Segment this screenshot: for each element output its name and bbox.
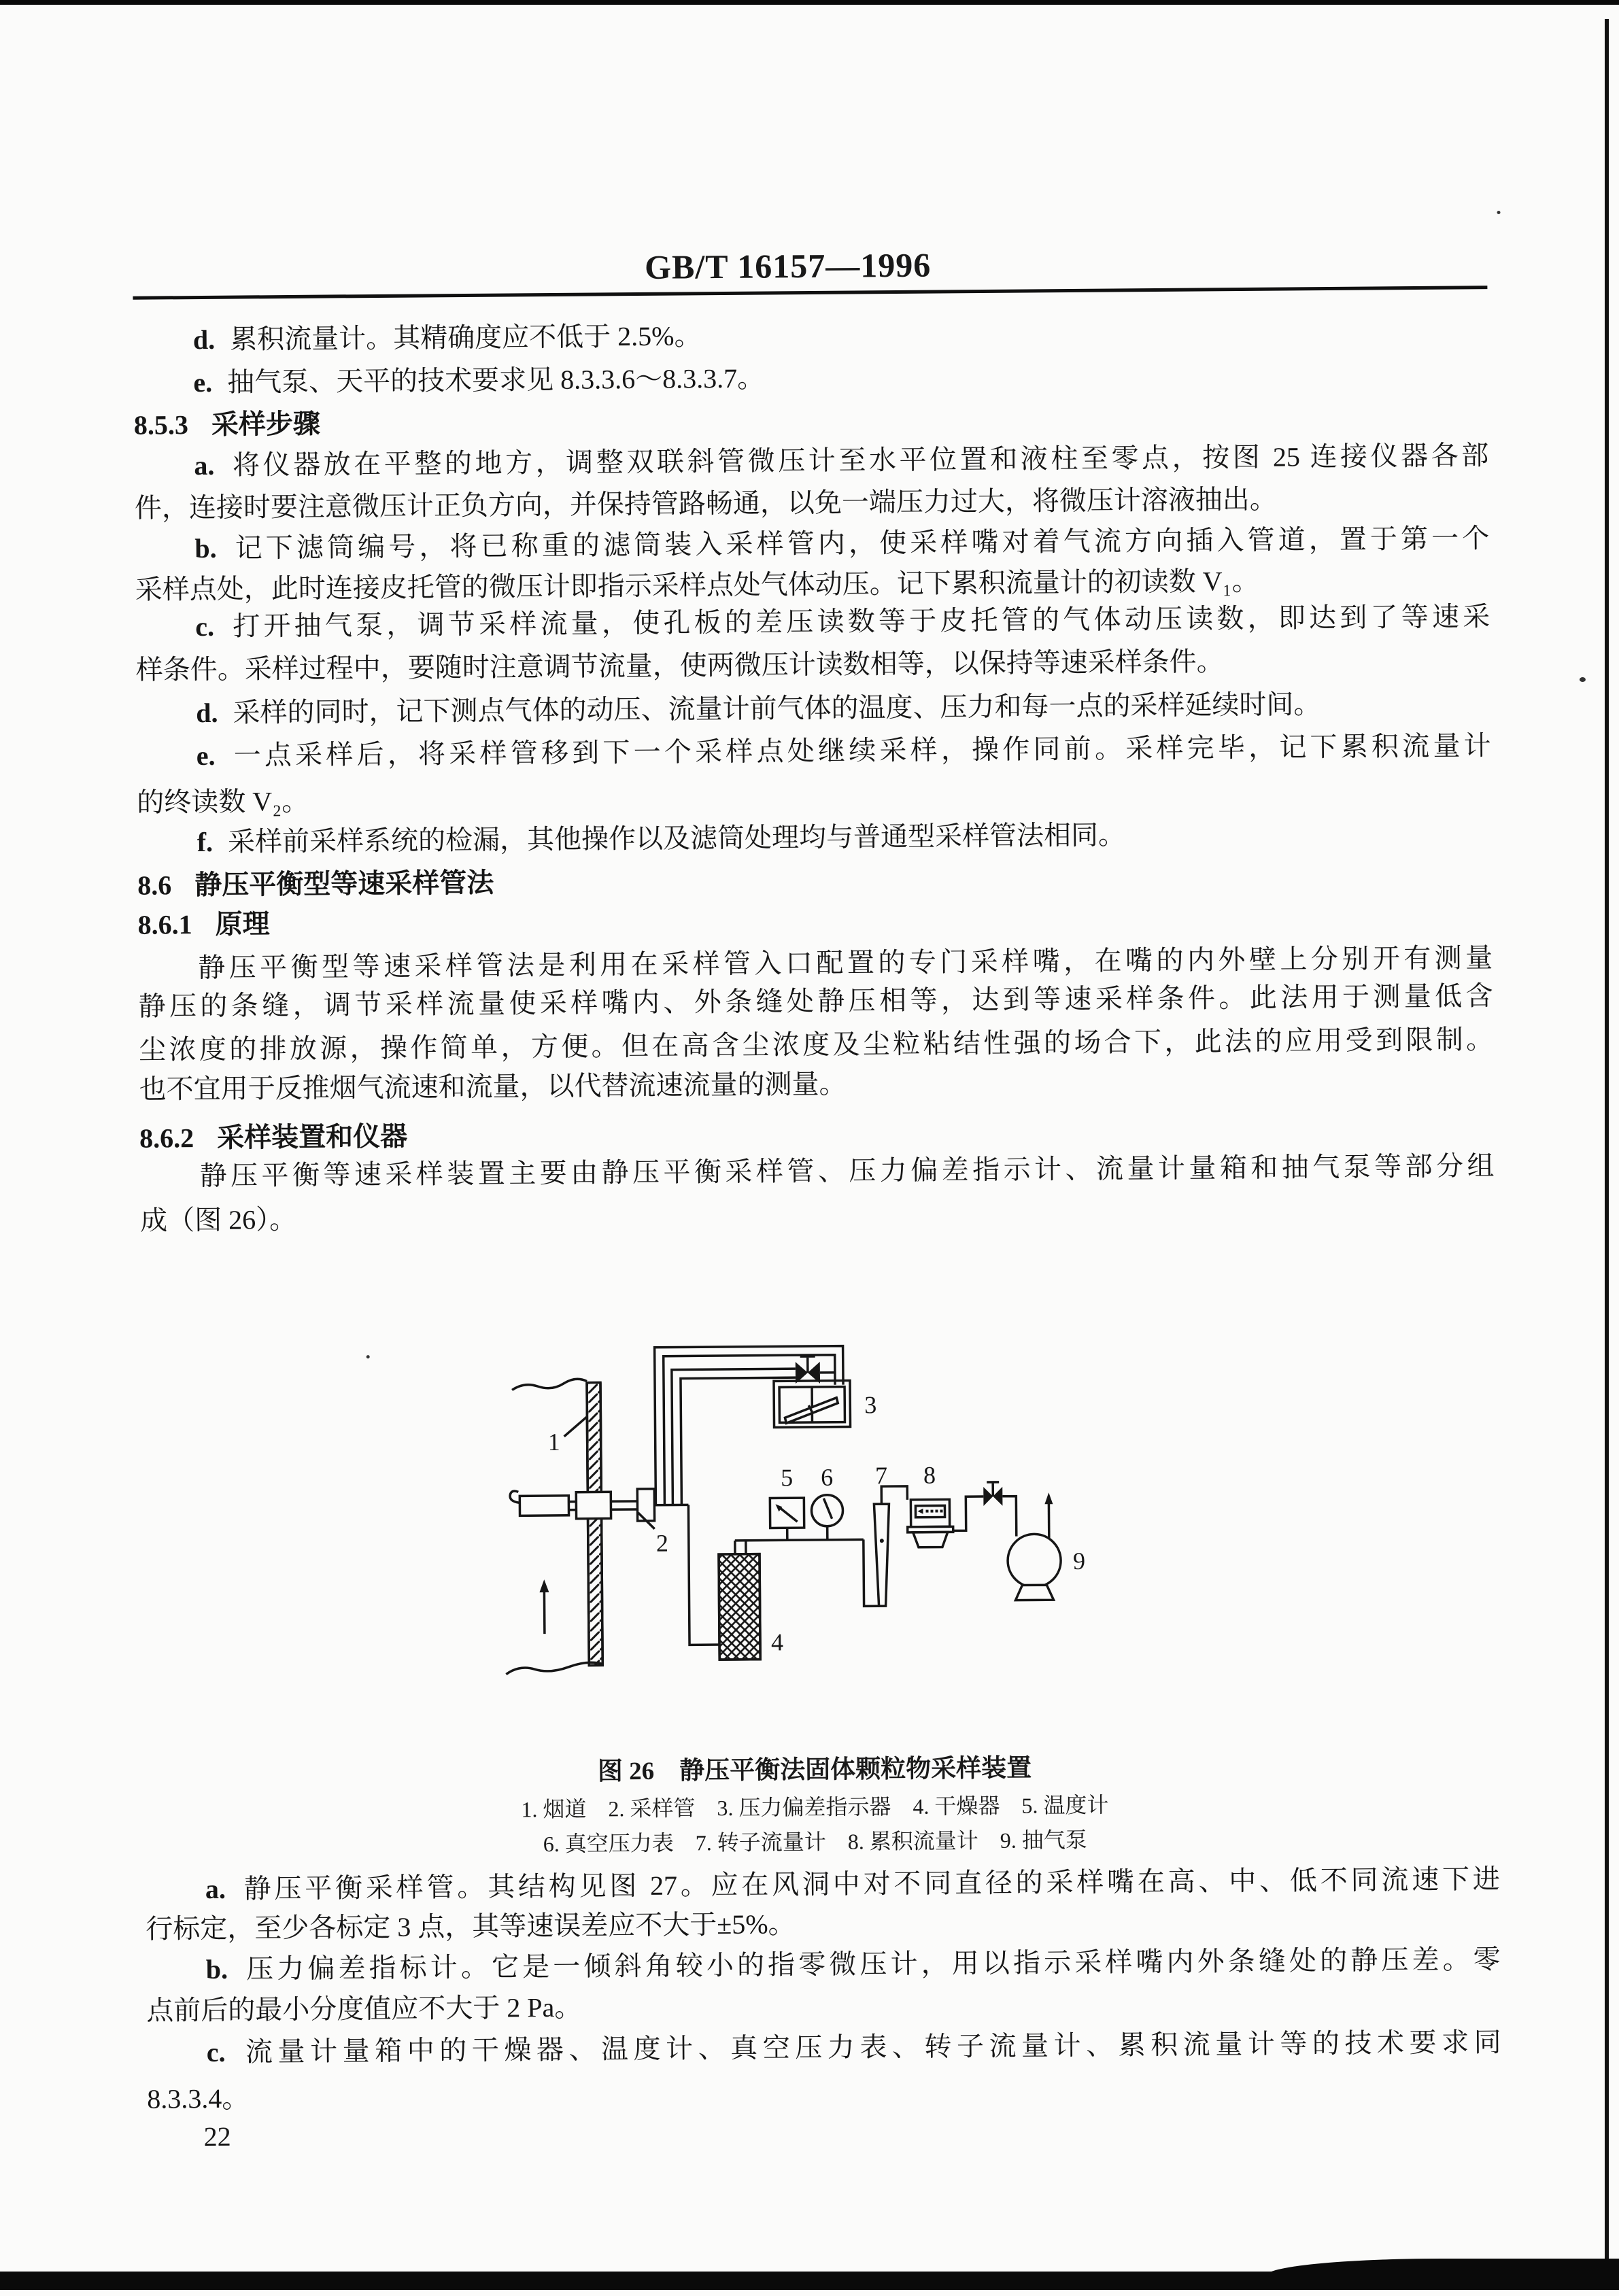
item-marker: b. bbox=[194, 532, 217, 564]
item-marker: f. bbox=[197, 826, 214, 858]
line-text: 打开抽气泵，调节采样流量，使孔板的差压读数等于皮托管的气体动压读数，即达到了等速采 bbox=[228, 601, 1490, 642]
sample-line bbox=[688, 1505, 719, 1645]
line-text: 静压平衡型等速采样管法是利用在采样管入口配置的专门采样嘴，在嘴的内外壁上分别开有测量 bbox=[198, 942, 1493, 984]
line-text: 的终读数 V₂。 bbox=[137, 785, 309, 818]
section-title: 原理 bbox=[215, 908, 270, 940]
scan-border-top bbox=[0, 0, 1619, 5]
part-label-7: 7 bbox=[874, 1462, 888, 1490]
line-text: 8.3.3.4。 bbox=[147, 2083, 250, 2114]
scan-speck bbox=[367, 1355, 370, 1358]
item-marker: d. bbox=[196, 697, 218, 729]
line-text: 样条件。采样过程中，要随时注意调节流量，使两微压计读数相等，以保持等速采样条件。 bbox=[135, 646, 1224, 685]
rotameter bbox=[874, 1486, 908, 1606]
line-text: 静压平衡采样管。其结构见图 27。应在风洞中对不同直径的采样嘴在高、中、低不同流速下进 bbox=[240, 1864, 1500, 1904]
line-text: 成（图 26）。 bbox=[139, 1203, 297, 1236]
line-text: 采样的同时，记下测点气体的动压、流量计前气体的温度、压力和每一点的采样延续时间。 bbox=[233, 689, 1321, 728]
scan-border-bottom bbox=[0, 2272, 1619, 2290]
scan-speck bbox=[1580, 677, 1586, 682]
line-text: 静压的条缝，调节采样流量使采样嘴内、外条缝处静压相等，达到等速采样条件。此法用于测量低含 bbox=[138, 980, 1493, 1022]
part-label-9: 9 bbox=[1072, 1547, 1086, 1575]
line-text: 也不宜用于反推烟气流速和流量，以代替流速流量的测量。 bbox=[139, 1068, 847, 1105]
item-marker: e. bbox=[193, 366, 213, 398]
item-marker: d. bbox=[192, 324, 216, 356]
line-text: 行标定，至少各标定 3 点，其等速误差应不大于±5%。 bbox=[146, 1908, 796, 1944]
needle-valve-icon bbox=[796, 1356, 820, 1384]
section-number: 8.6.1 bbox=[137, 909, 192, 940]
line-text: 累积流量计。其精确度应不低于 2.5%。 bbox=[230, 320, 702, 355]
line-text: 采样点处，此时连接皮托管的微压计即指示采样点处气体动压。记下累积流量计的初读数 V₁。 bbox=[135, 565, 1259, 605]
line-text: 将仪器放在平整的地方，调整双联斜管微压计至水平位置和液柱至零点，按图 25 连接仪器各部 bbox=[229, 440, 1489, 481]
page-number: 22 bbox=[203, 2121, 231, 2153]
text-line bbox=[147, 2068, 1501, 2121]
item-marker: a. bbox=[194, 449, 215, 481]
line-text: 尘浓度的排放源，操作简单，方便。但在高含尘浓度及尘粒粘结性强的场合下，此法的应用受到限制。 bbox=[138, 1024, 1494, 1065]
part-label-2: 2 bbox=[655, 1529, 669, 1557]
part-label-8: 8 bbox=[923, 1461, 936, 1489]
part-label-1: 1 bbox=[547, 1428, 560, 1456]
flue-duct-wall bbox=[504, 1379, 602, 1674]
figure-legend-line2: 6. 真空压力表 7. 转子流量计 8. 累积流量计 9. 抽气泵 bbox=[543, 1827, 1087, 1857]
pump-valve-icon bbox=[983, 1482, 1002, 1506]
dryer bbox=[719, 1541, 760, 1660]
label-leader-1 bbox=[564, 1417, 587, 1437]
scan-speck bbox=[1497, 211, 1501, 214]
item-marker: c. bbox=[206, 2036, 226, 2068]
part-label-4: 4 bbox=[770, 1628, 784, 1656]
standard-number: GB/T 16157—1996 bbox=[644, 245, 932, 286]
cumulative-flow-meter bbox=[907, 1499, 953, 1547]
part-label-5: 5 bbox=[780, 1464, 794, 1492]
section-number: 8.6 bbox=[137, 870, 172, 901]
flow-arrow-icon bbox=[539, 1579, 549, 1634]
header-divider bbox=[133, 286, 1487, 300]
line-text: 压力偏差指标计。它是一倾斜角较小的指零微压计，用以指示采样嘴内外条缝处的静压差。零 bbox=[242, 1944, 1501, 1985]
line-text: 件，连接时要注意微压计正负方向，并保持管路畅通，以免一端压力过大，将微压计溶液抽出。 bbox=[134, 483, 1278, 524]
line-text: 抽气泵、天平的技术要求见 8.3.3.6～8.3.3.7。 bbox=[227, 362, 765, 398]
part-label-6: 6 bbox=[820, 1463, 834, 1491]
part-label-3: 3 bbox=[864, 1391, 877, 1419]
figure-caption: 图 26 静压平衡法固体颗粒物采样装置 bbox=[597, 1754, 1032, 1786]
item-marker: b. bbox=[205, 1953, 228, 1985]
line-text: 一点采样后，将采样管移到下一个采样点处继续采样，操作同前。采样完毕，记下累积流量计 bbox=[230, 730, 1491, 771]
thermometer-gauge bbox=[770, 1498, 804, 1528]
section-title: 采样步骤 bbox=[211, 408, 321, 440]
figure-26-diagram bbox=[464, 1313, 1146, 1699]
sampling-probe bbox=[510, 1488, 689, 1522]
vacuum-gauge bbox=[811, 1495, 842, 1526]
section-number: 8.6.2 bbox=[139, 1123, 194, 1154]
item-marker: c. bbox=[195, 611, 215, 642]
section-number: 8.5.3 bbox=[133, 409, 189, 441]
pump-line bbox=[953, 1496, 983, 1530]
section-title: 采样装置和仪器 bbox=[216, 1120, 408, 1153]
line-text: 记下滤筒编号，将已称重的滤筒装入采样管内，使采样嘴对着气流方向插入管道，置于第一个 bbox=[231, 523, 1490, 564]
pump-line-2 bbox=[1002, 1496, 1016, 1537]
section-title: 静压平衡型等速采样管法 bbox=[194, 867, 494, 901]
line-text: 点前后的最小分度值应不大于 2 Pa。 bbox=[146, 1991, 582, 2026]
line-text: 流量计量箱中的干燥器、温度计、真空压力表、转子流量计、累积流量计等的技术要求同 bbox=[240, 2027, 1501, 2068]
pressure-deviation-indicator bbox=[774, 1381, 851, 1428]
line-text: 采样前采样系统的检漏，其他操作以及滤筒处理均与普通型采样管法相同。 bbox=[227, 819, 1126, 857]
scan-border-right bbox=[1605, 19, 1609, 2275]
line-text: 静压平衡等速采样装置主要由静压平衡采样管、压力偏差指示计、流量计量箱和抽气泵等部分组 bbox=[199, 1150, 1495, 1192]
item-marker: a. bbox=[205, 1873, 226, 1905]
figure-legend-line1: 1. 烟道 2. 采样管 3. 压力偏差指示器 4. 干燥器 5. 温度计 bbox=[521, 1792, 1109, 1822]
item-marker: e. bbox=[196, 740, 216, 772]
